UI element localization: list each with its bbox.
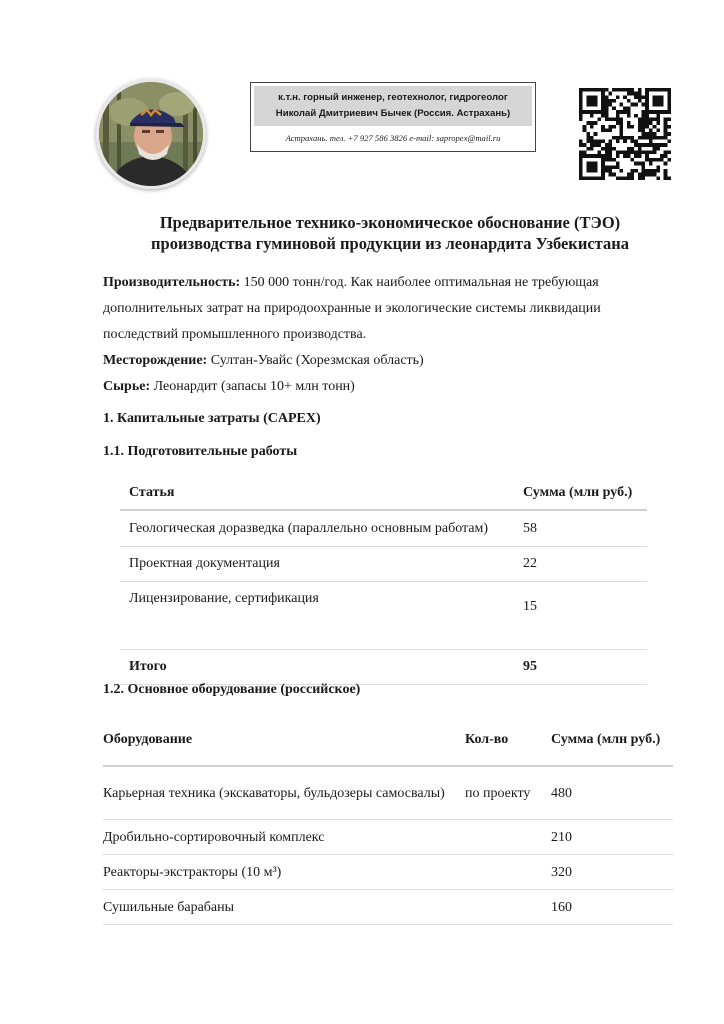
- table-cell-sum: 210: [551, 820, 673, 855]
- section-equipment-heading: 1.2. Основное оборудование (российское): [103, 682, 361, 697]
- raw-material-text: Леонардит (запасы 10+ млн тонн): [153, 379, 355, 394]
- document-title-line-2: производства гуминовой продукции из леонардита Узбекистана: [151, 234, 629, 253]
- table-cell-sum: 22: [515, 547, 647, 582]
- table-cell-sum: 320: [551, 855, 673, 890]
- deposit-text: Султан-Увайс (Хорезмская область): [210, 353, 424, 368]
- table-cell-equipment: Карьерная техника (экскаваторы, бульдозеры самосвалы): [103, 766, 465, 820]
- table-row: [120, 510, 647, 547]
- table-row: [120, 547, 647, 582]
- column-header-sum: Сумма (млн руб.): [551, 715, 673, 766]
- prep-works-table: [120, 476, 647, 685]
- productivity-label: Производительность:: [103, 275, 241, 290]
- raw-material-label: Сырье:: [103, 379, 151, 394]
- table-total-sum: 95: [515, 650, 647, 685]
- table-cell-sum: 160: [551, 890, 673, 925]
- section-capex-heading: 1. Капитальные затраты (CAPEX): [103, 411, 321, 426]
- contact-card: [250, 82, 536, 152]
- table-header-row: [120, 476, 647, 510]
- table-header-row: [103, 715, 673, 766]
- section-prep-heading: 1.1. Подготовительные работы: [103, 444, 298, 459]
- author-photo: [96, 79, 206, 189]
- table-cell-item: Лицензирование, сертификация: [120, 582, 515, 650]
- table-row: [103, 820, 673, 855]
- column-header-item: Статья: [120, 476, 515, 510]
- table-cell-quantity: по проекту: [465, 766, 551, 820]
- table-cell-sum: 58: [515, 510, 647, 547]
- table-cell-quantity: [465, 855, 551, 890]
- equipment-table: [103, 715, 673, 925]
- qr-code-icon: [579, 88, 671, 180]
- table-row: [103, 890, 673, 925]
- document-title: [100, 212, 680, 254]
- qr-code: [579, 88, 671, 180]
- table-total-row: [120, 650, 647, 685]
- table-total-label: Итого: [120, 650, 515, 685]
- column-header-equipment: Оборудование: [103, 715, 465, 766]
- column-header-quantity: Кол-во: [465, 715, 551, 766]
- productivity-text: 150 000 тонн/год. Как наиболее оптимальная не требующая дополнительных затрат на природоохранные и экологические системы ликвидации последствий промышленного производства.: [103, 275, 601, 342]
- table-cell-equipment: Реакторы-экстракторы (10 м³): [103, 855, 465, 890]
- deposit-paragraph: [103, 348, 663, 374]
- intro-block: [103, 270, 663, 400]
- table-cell-quantity: [465, 890, 551, 925]
- productivity-paragraph: [103, 270, 663, 348]
- table-cell-sum: 15: [515, 582, 647, 650]
- table-cell-quantity: [465, 820, 551, 855]
- table-cell-equipment: Сушильные барабаны: [103, 890, 465, 925]
- raw-material-paragraph: [103, 374, 663, 400]
- table-cell-item: Геологическая доразведка (параллельно основным работам): [120, 510, 515, 547]
- table-cell-item: Проектная документация: [120, 547, 515, 582]
- contact-card-title-block: [254, 86, 532, 126]
- table-cell-sum: 480: [551, 766, 673, 820]
- table-cell-equipment: Дробильно-сортировочный комплекс: [103, 820, 465, 855]
- table-row: [103, 766, 673, 820]
- deposit-label: Месторождение:: [103, 353, 208, 368]
- table-row: [103, 855, 673, 890]
- author-name: Николай Дмитриевич Бычек (Россия. Астрахань): [275, 108, 511, 119]
- author-contacts: Астрахань. тел. +7 927 586 3826 e-mail: sapropex@mail.ru: [285, 133, 501, 143]
- column-header-sum: Сумма (млн руб.): [515, 476, 647, 510]
- author-photo-image: [99, 82, 203, 186]
- author-credentials: к.т.н. горный инженер, геотехнолог, гидрогеолог: [278, 92, 508, 103]
- document-title-line-1: Предварительное технико-экономическое обоснование (ТЭО): [159, 213, 621, 232]
- table-row: [120, 582, 647, 650]
